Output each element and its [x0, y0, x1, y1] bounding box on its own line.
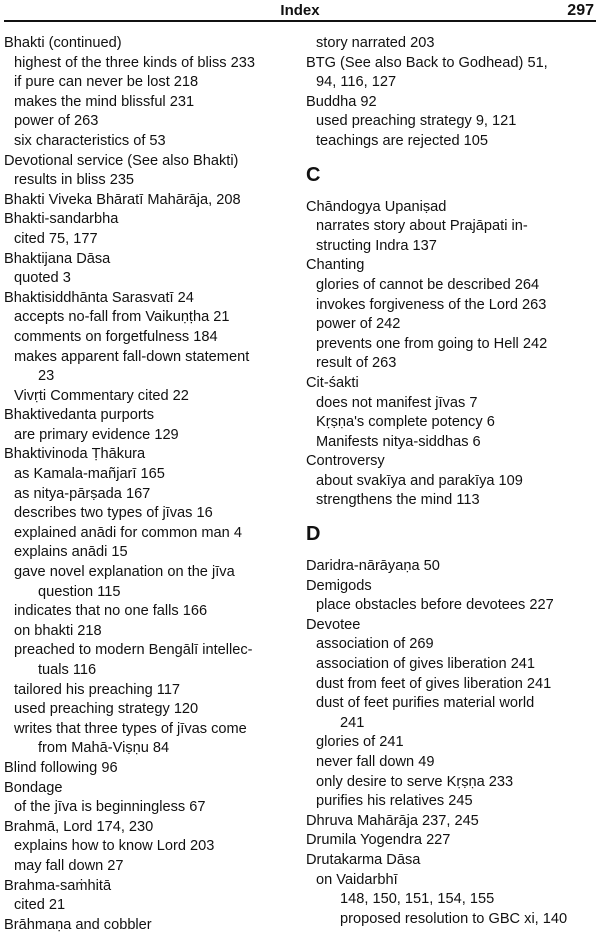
index-subentry: Kṛṣṇa's complete potency 6: [316, 414, 495, 431]
index-entry: Bhaktivedanta purports: [4, 407, 155, 424]
index-column-right: [306, 34, 596, 929]
index-subentry: describes two types of jīvas 16: [14, 505, 213, 522]
index-subentry: as Kamala-mañjarī 165: [14, 466, 165, 483]
index-subentry: are primary evidence 129: [14, 426, 179, 443]
index-entry: Daridra-nārāyaṇa 50: [306, 558, 440, 575]
index-subentry: used preaching strategy 9, 121: [316, 113, 517, 130]
index-entry: Bhaktisiddhānta Sarasvatī 24: [4, 289, 194, 306]
index-entry: Blind following 96: [4, 759, 118, 776]
index-entry: Chanting: [306, 257, 365, 274]
index-entry: Bondage: [4, 779, 63, 796]
index-subentry: strengthens the mind 113: [316, 492, 480, 509]
index-subentry: structing Indra 137: [316, 237, 437, 254]
index-subentry: explained anādi for common man 4: [14, 524, 242, 541]
index-subentry: 94, 116, 127: [316, 74, 397, 91]
index-subentry: association of gives liberation 241: [316, 656, 536, 673]
index-subentry: Vivṛti Commentary cited 22: [14, 387, 189, 404]
section-letter: C: [306, 163, 321, 186]
index-subentry: about svakīya and parakīya 109: [316, 472, 523, 489]
index-column-left: [4, 34, 296, 935]
index-subentry: results in bliss 235: [14, 172, 135, 189]
index-entry: Bhakti-sandarbha: [4, 211, 119, 228]
index-subentry: if pure can never be lost 218: [14, 74, 199, 91]
index-entry: Cit-śakti: [306, 374, 359, 391]
index-subentry: narrates story about Prajāpati in-: [316, 218, 528, 235]
index-entry: BTG (See also Back to Godhead) 51,: [306, 54, 548, 71]
header-rule: [4, 20, 596, 22]
index-continuation: 241: [340, 714, 365, 731]
index-subentry: teachings are rejected 105: [316, 132, 488, 149]
index-entry: Bhakti Viveka Bhāratī Mahārāja, 208: [4, 191, 241, 208]
running-title: Index: [280, 2, 320, 19]
index-subentry: tailored his preaching 117: [14, 681, 181, 698]
index-subentry: of the jīva is beginningless 67: [14, 799, 206, 816]
index-subentry: on bhakti 218: [14, 622, 102, 639]
index-subentry: explains how to know Lord 203: [14, 838, 215, 855]
section-letter: D: [306, 523, 321, 546]
index-subentry: dust from feet of gives liberation 241: [316, 675, 552, 692]
index-entry: Brahma-saṁhitā: [4, 877, 112, 894]
index-entry: Bhakti (continued): [4, 35, 122, 51]
index-subentry: Manifests nitya-siddhas 6: [316, 433, 481, 450]
index-entry: Drutakarma Dāsa: [306, 851, 421, 868]
index-subentry: prevents one from going to Hell 242: [316, 335, 548, 352]
index-continuation: question 115: [38, 583, 121, 600]
index-continuation: proposed resolution to GBC xi, 140: [340, 910, 568, 927]
index-subentry: six characteristics of 53: [14, 132, 166, 149]
index-subentry: accepts no-fall from Vaikuṇṭha 21: [14, 309, 230, 326]
index-subentry: invokes forgiveness of the Lord 263: [316, 296, 547, 313]
index-entry: Bhaktivinoda Ṭhākura: [4, 446, 146, 463]
index-subentry: comments on forgetfulness 184: [14, 328, 218, 345]
index-subentry: as nitya-pārṣada 167: [14, 485, 151, 502]
index-subentry: power of 263: [14, 113, 99, 130]
index-subentry: glories of 241: [316, 734, 404, 751]
index-subentry: place obstacles before devotees 227: [316, 597, 554, 614]
index-subentry: does not manifest jīvas 7: [316, 394, 478, 411]
index-entry: Dhruva Mahārāja 237, 245: [306, 812, 479, 829]
index-continuation: from Mahā-Viṣṇu 84: [38, 740, 170, 757]
index-subentry: never fall down 49: [316, 754, 435, 770]
index-subentry: story narrated 203: [316, 35, 435, 51]
index-subentry: power of 242: [316, 316, 401, 333]
index-subentry: makes apparent fall-down statement: [14, 348, 250, 365]
index-entry: Drumila Yogendra 227: [306, 832, 451, 849]
index-subentry: indicates that no one falls 166: [14, 603, 208, 620]
index-entry: Buddha 92: [306, 93, 377, 110]
index-subentry: may fall down 27: [14, 857, 124, 874]
index-entry: Bhaktijana Dāsa: [4, 250, 111, 267]
index-subentry: association of 269: [316, 636, 434, 653]
index-subentry: result of 263: [316, 355, 397, 372]
index-subentry: explains anādi 15: [14, 544, 128, 561]
index-subentry: purifies his relatives 245: [316, 793, 473, 810]
index-subentry: gave novel explanation on the jīva: [14, 564, 235, 581]
index-subentry: cited 75, 177: [14, 230, 98, 247]
index-subentry: cited 21: [14, 897, 66, 914]
index-entry: Chāndogya Upaniṣad: [306, 198, 447, 215]
index-subentry: only desire to serve Kṛṣṇa 233: [316, 773, 514, 790]
index-entry: Demigods: [306, 577, 372, 594]
index-subentry: makes the mind blissful 231: [14, 93, 195, 110]
index-subentry: quoted 3: [14, 270, 71, 287]
index-continuation: tuals 116: [38, 662, 97, 678]
index-subentry: glories of cannot be described 264: [316, 276, 540, 293]
index-continuation: 23: [38, 368, 55, 385]
index-entry: Devotee: [306, 616, 361, 633]
index-subentry: preached to modern Bengālī intellec-: [14, 642, 253, 659]
index-entry: Brāhmaṇa and cobbler: [4, 916, 152, 933]
index-entry: Controversy: [306, 453, 385, 470]
index-subentry: highest of the three kinds of bliss 233: [14, 54, 255, 71]
page-number: 297: [567, 2, 594, 19]
page-header: [0, 0, 600, 26]
index-subentry: dust of feet purifies material world: [316, 695, 535, 712]
index-continuation: 148, 150, 151, 154, 155: [340, 891, 495, 908]
index-subentry: on Vaidarbhī: [316, 871, 398, 888]
index-entry: Brahmā, Lord 174, 230: [4, 818, 154, 835]
index-entry: Devotional service (See also Bhakti): [4, 152, 239, 169]
index-subentry: used preaching strategy 120: [14, 701, 199, 718]
index-subentry: writes that three types of jīvas come: [14, 720, 247, 737]
